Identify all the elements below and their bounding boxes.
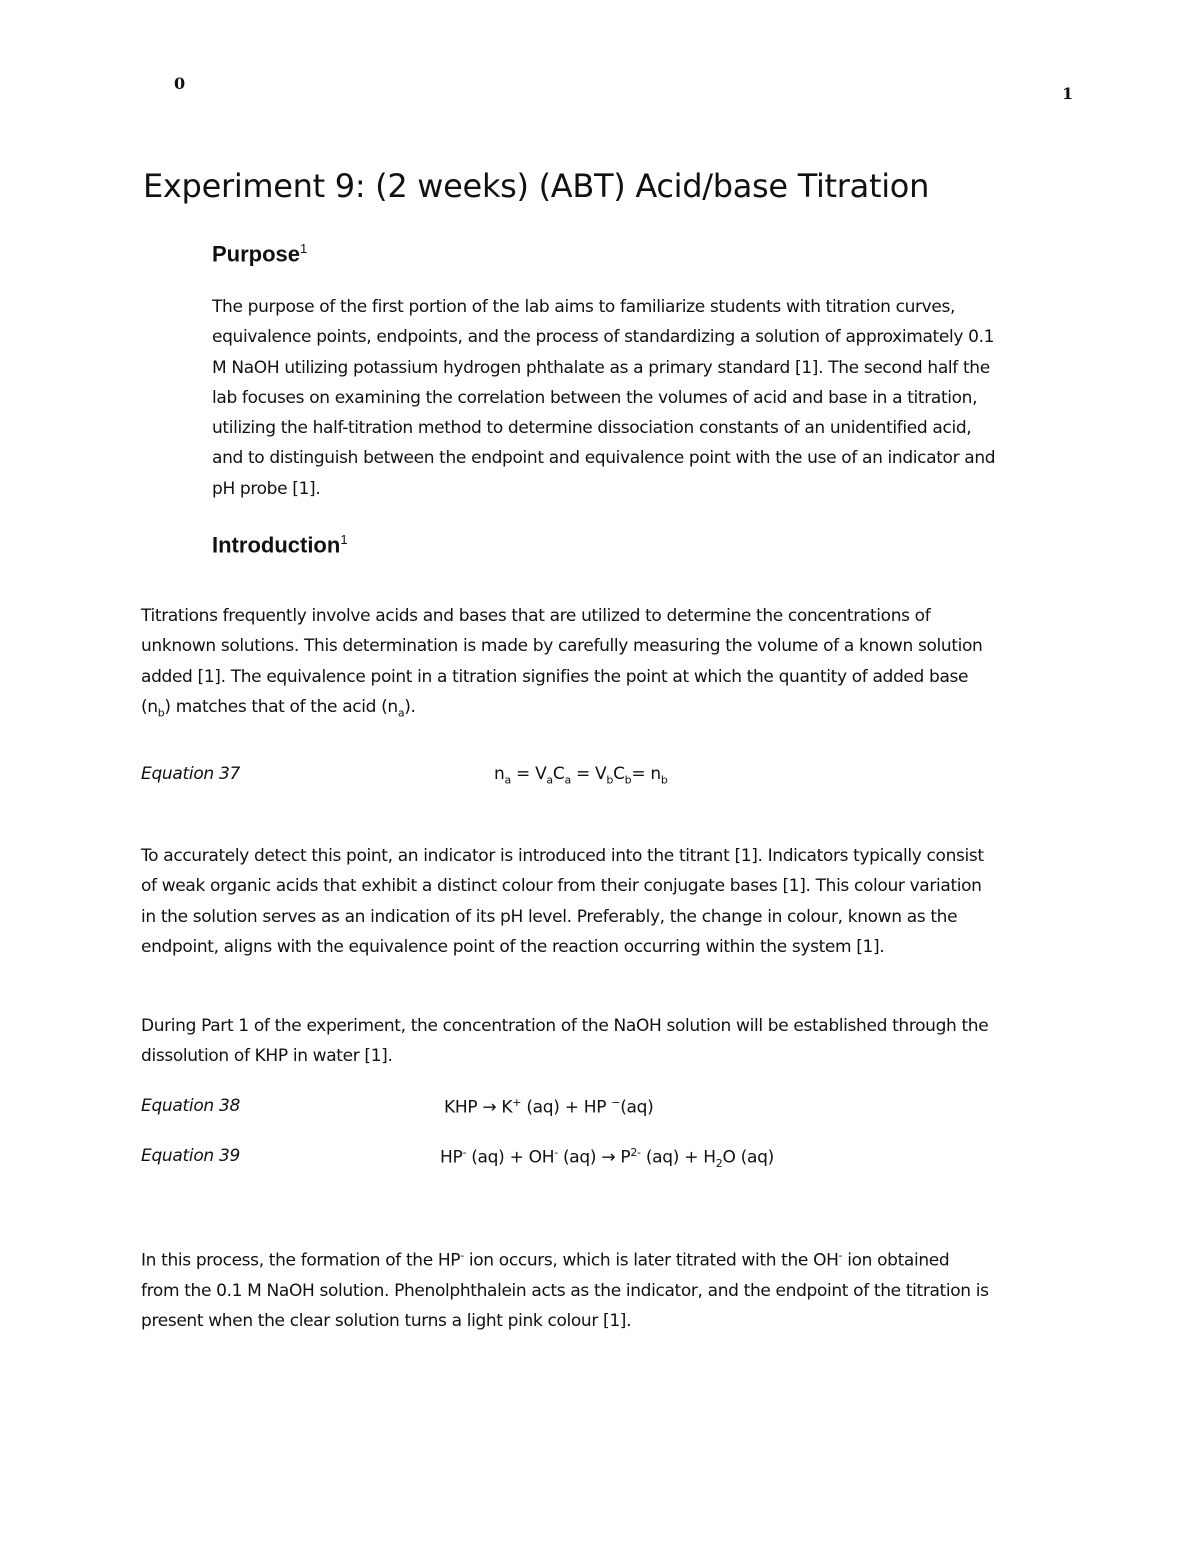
introduction-paragraph <box>141 601 982 729</box>
eq-fragment: (aq) + HP <box>521 1097 612 1118</box>
process-line <box>141 1241 989 1276</box>
equation-37-expression <box>494 764 668 786</box>
purpose-line: utilizing the half-titration method to determine dissociation constants of an unidentified acid, <box>212 418 972 439</box>
eq-fragment: (aq) <box>620 1097 654 1118</box>
introduction-line: added [1]. The equivalence point in a titration signifies the point at which the quantity of added base <box>141 666 969 687</box>
introduction-heading <box>212 532 348 558</box>
eq-fragment: (aq) + H <box>640 1147 716 1168</box>
subscript: a <box>504 773 511 787</box>
eq-fragment: KHP → K <box>444 1097 513 1118</box>
subscript: 2 <box>715 1157 723 1171</box>
eq-fragment: = n <box>631 764 661 784</box>
eq-fragment: O (aq) <box>722 1147 774 1168</box>
part1-line: During Part 1 of the experiment, the concentration of the NaOH solution will be established through the <box>141 1016 989 1036</box>
introduction-line: unknown solutions. This determination is made by carefully measuring the volume of a known solution <box>141 636 983 657</box>
process-line: present when the clear solution turns a light pink colour [1]. <box>141 1311 632 1332</box>
purpose-line: The purpose of the first portion of the lab aims to familiarize students with titration curves, <box>212 297 956 317</box>
subscript: b <box>624 773 632 787</box>
subscript: b <box>157 706 165 720</box>
process-line: from the 0.1 M NaOH solution. Phenolphthalein acts as the indicator, and the endpoint of the titration is <box>141 1280 989 1301</box>
equation-39-label: Equation 39 <box>141 1146 241 1166</box>
page-number-right: 1 <box>1062 84 1074 103</box>
introduction-line: Titrations frequently involve acids and bases that are utilized to determine the concentrations of <box>141 606 931 626</box>
purpose-heading <box>212 241 307 267</box>
superscript: - <box>838 1249 843 1262</box>
indicator-line: of weak organic acids that exhibit a distinct colour from their conjugate bases [1]. This colour variation <box>141 876 982 897</box>
purpose-line: pH probe [1]. <box>212 478 321 499</box>
superscript: - <box>460 1249 464 1262</box>
purpose-line: and to distinguish between the endpoint and equivalence point with the use of an indicator and <box>212 448 996 469</box>
purpose-heading-text: Purpose <box>212 241 301 267</box>
eq-fragment: C <box>552 764 565 784</box>
purpose-footnote-mark: 1 <box>300 241 308 256</box>
page-title: Experiment 9: (2 weeks) (ABT) Acid/base Titration <box>143 167 930 205</box>
text-fragment: ion obtained <box>842 1250 950 1271</box>
eq-fragment: = V <box>510 764 547 784</box>
equation-38-label: Equation 38 <box>141 1096 241 1116</box>
text-fragment: ion occurs, which is later titrated with the OH <box>463 1250 839 1271</box>
text-fragment: In this process, the formation of the HP <box>141 1250 461 1271</box>
introduction-footnote-mark: 1 <box>340 532 348 547</box>
subscript: b <box>606 773 614 787</box>
superscript: + <box>512 1096 522 1109</box>
eq-fragment: (aq) + OH <box>466 1147 555 1168</box>
purpose-line: M NaOH utilizing potassium hydrogen phthalate as a primary standard [1]. The second half the <box>212 357 990 378</box>
superscript: - <box>462 1146 467 1159</box>
superscript: 2- <box>630 1146 641 1159</box>
purpose-paragraph <box>212 292 995 504</box>
text-fragment: ) matches that of the acid (n <box>164 696 398 717</box>
superscript: − <box>611 1096 621 1109</box>
indicator-line: To accurately detect this point, an indicator is introduced into the titrant [1]. Indicators typically consist <box>141 846 984 866</box>
eq-fragment: = V <box>570 764 607 784</box>
process-paragraph <box>141 1241 989 1337</box>
subscript: a <box>564 773 571 787</box>
introduction-line <box>141 692 982 729</box>
eq-fragment: HP <box>440 1147 463 1168</box>
indicator-line: endpoint, aligns with the equivalence point of the reaction occurring within the system [1]. <box>141 936 885 957</box>
part1-paragraph <box>141 1011 988 1072</box>
equation-38-expression <box>444 1096 654 1118</box>
part1-line: dissolution of KHP in water [1]. <box>141 1046 393 1067</box>
subscript: b <box>660 773 668 787</box>
purpose-line: equivalence points, endpoints, and the process of standardizing a solution of approximately 0.1 <box>212 327 995 348</box>
subscript: a <box>546 773 553 787</box>
eq-fragment: C <box>613 764 625 784</box>
equation-39-expression <box>440 1146 774 1170</box>
introduction-heading-text: Introduction <box>212 532 341 558</box>
indicator-line: in the solution serves as an indication of its pH level. Preferably, the change in colour, known as the <box>141 906 958 927</box>
equation-37-label: Equation 37 <box>141 764 241 784</box>
indicator-paragraph <box>141 841 984 962</box>
page-number-left: 0 <box>174 74 186 93</box>
eq-fragment: n <box>494 764 505 784</box>
text-fragment: (n <box>141 696 158 717</box>
eq-fragment: (aq) → P <box>557 1147 631 1168</box>
text-fragment: ). <box>404 696 416 717</box>
subscript: a <box>397 706 405 720</box>
purpose-line: lab focuses on examining the correlation between the volumes of acid and base in a titration, <box>212 387 978 408</box>
superscript: - <box>554 1146 558 1159</box>
